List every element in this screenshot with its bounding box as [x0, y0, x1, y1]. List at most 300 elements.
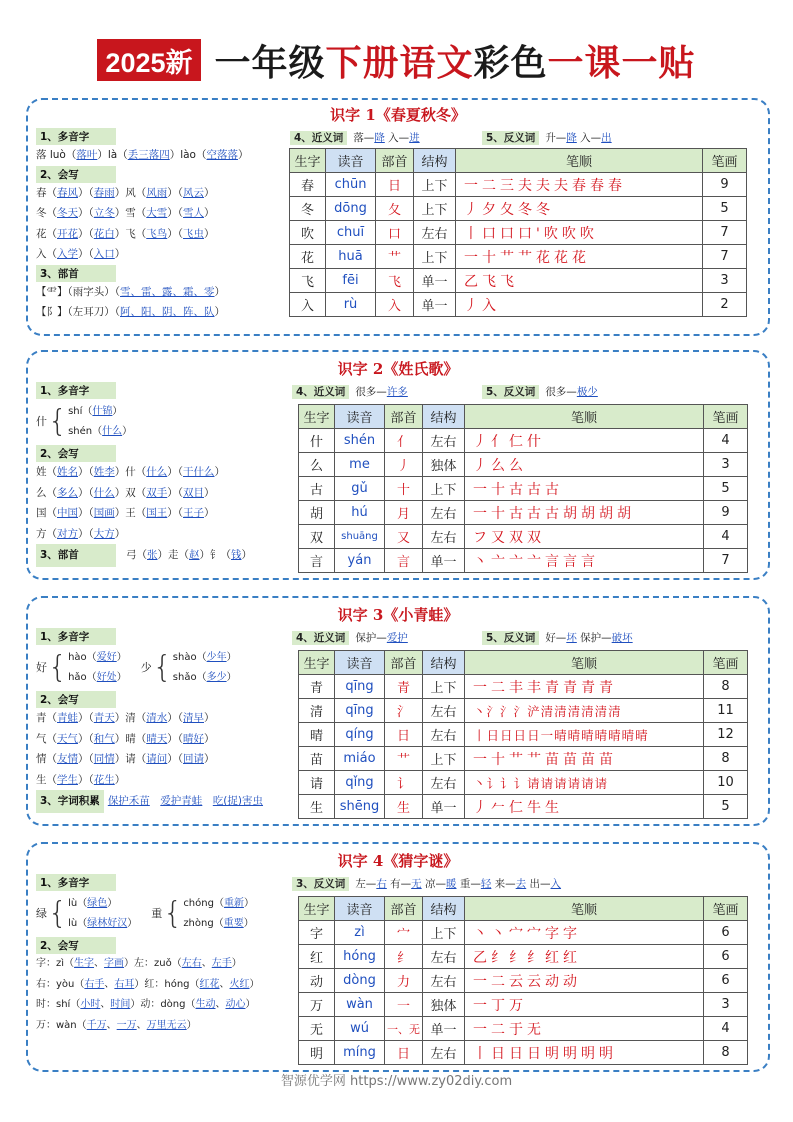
stroke-step: 一: [473, 505, 491, 522]
stroke-step: 青: [563, 679, 581, 696]
char-cell: 入: [290, 293, 326, 317]
stroke-step: 一: [473, 679, 491, 696]
stroke-step: 飞: [500, 273, 518, 290]
pinyin-cell: qǐng: [335, 771, 385, 795]
underlined-word: 时间: [110, 999, 131, 1010]
underlined-word: 姓李: [93, 466, 115, 478]
stroke-step: 一: [473, 481, 491, 498]
accumulation-label: 3、字词积累: [36, 790, 104, 813]
stroke-step: 丰: [527, 679, 545, 696]
write-label: 2、会写: [36, 445, 116, 462]
accumulation-row: [36, 790, 298, 813]
stroke-step: 胡: [599, 505, 617, 522]
text-line: [36, 282, 298, 303]
radical-cell: 讠: [385, 771, 423, 795]
lesson-3-title: 识字 3《小青蛙》: [337, 606, 459, 624]
text-segment: ）là（: [97, 149, 128, 161]
char-cell: 么: [299, 453, 335, 477]
radical-cell: 日: [385, 1041, 423, 1065]
text-segment: ）（: [167, 466, 183, 478]
text-segment: 、: [106, 1019, 117, 1031]
char-cell: 春: [290, 173, 326, 197]
radical-cell: 一: [385, 993, 423, 1017]
stroke-step: 日: [491, 1045, 509, 1062]
polyphone-label: 1、多音字: [36, 382, 116, 399]
stroke-count-cell: 3: [704, 993, 748, 1017]
text-segment: shǎo（: [172, 672, 207, 683]
stroke-count-cell: 6: [704, 921, 748, 945]
column-header: 读音: [326, 149, 376, 173]
table-header-row: [299, 651, 748, 675]
pinyin-cell: shēng: [335, 795, 385, 819]
radical-cell: 一、无: [385, 1017, 423, 1041]
text-segment: ）（: [78, 773, 94, 786]
stroke-step: 入: [482, 297, 500, 314]
stroke-step: 一: [473, 751, 491, 768]
stroke-step: 请: [540, 775, 555, 791]
polyphone-group: [36, 399, 298, 445]
text-segment: ）左：zuǒ（: [124, 958, 182, 969]
stroke-count-cell: 5: [704, 795, 748, 819]
text-segment: ）: [116, 672, 127, 683]
stroke-order-cell: [456, 197, 703, 221]
underlined-word: 出: [601, 132, 612, 144]
stroke-step: 丰: [509, 679, 527, 696]
text-segment: ）（: [167, 227, 183, 240]
lesson-3-table: [298, 650, 748, 819]
brace-icon: {: [152, 650, 172, 685]
text-segment: ）: [214, 306, 225, 318]
text-segment: 左—: [355, 878, 377, 890]
structure-cell: 单一: [423, 549, 465, 573]
column-header: 读音: [335, 405, 385, 429]
underlined-word: 多少: [206, 672, 227, 683]
column-header: 生字: [299, 651, 335, 675]
underlined-word: 青天: [93, 712, 115, 724]
stroke-step: 云: [509, 973, 527, 990]
underlined-word: 干什么: [183, 466, 215, 478]
table-row: [299, 675, 748, 699]
table-header-row: [299, 897, 748, 921]
stroke-step: 清: [554, 703, 568, 719]
stroke-step: 丶: [473, 553, 491, 570]
year-badge: 2025新: [97, 39, 200, 81]
text-segment: 青（: [36, 712, 57, 724]
structure-cell: 左右: [423, 429, 465, 453]
underlined-word: 花白: [93, 227, 115, 240]
text-segment: 落—: [353, 132, 375, 144]
stroke-order-cell: [465, 525, 704, 549]
text-segment: ）: [186, 1019, 197, 1031]
text-segment: ）: [204, 186, 215, 199]
lesson-1-left: [36, 128, 298, 323]
text-segment: ）什（: [114, 466, 147, 478]
stroke-step: 万: [509, 997, 527, 1014]
underlined-word: 入口: [93, 248, 115, 260]
column-header: 部首: [376, 149, 414, 173]
lesson-4-card: [26, 842, 770, 1072]
underlined-word: 落叶: [76, 149, 98, 161]
text-segment: ）（: [167, 186, 183, 199]
underlined-word: 少年: [206, 652, 227, 663]
write-lines: [36, 708, 298, 790]
stroke-count-cell: 4: [704, 525, 748, 549]
text-segment: 【⻗】（雨字头）（: [36, 285, 120, 298]
text-segment: ）: [243, 898, 254, 909]
text-line: [36, 244, 298, 265]
text-segment: ）动：dòng（: [130, 999, 196, 1010]
text-segment: 保护—: [355, 632, 387, 644]
stroke-step: 丨: [473, 727, 487, 743]
text-line: [36, 770, 298, 791]
stroke-step: 青: [599, 679, 617, 696]
radical-cell: 纟: [385, 945, 423, 969]
radical-row: [36, 544, 298, 567]
accumulation-item: 保护禾苗: [107, 795, 150, 807]
text-segment: 、: [136, 1019, 147, 1031]
text-segment: 花（: [36, 227, 57, 240]
text-segment: ）双（: [114, 486, 147, 499]
underlined-word: 开花: [57, 227, 78, 240]
table-row: [299, 699, 748, 723]
antonym-label: 5、反义词: [482, 131, 539, 145]
text-segment: 生（: [36, 773, 57, 786]
text-line: [36, 302, 298, 323]
underlined-word: 左手: [211, 958, 232, 969]
stroke-step: 纟: [491, 949, 509, 966]
stroke-step: 晴: [635, 727, 649, 743]
brace-icon: {: [163, 896, 183, 931]
stroke-step: 胡: [617, 505, 635, 522]
column-header: 笔顺: [465, 651, 704, 675]
stroke-step: 晴: [567, 727, 582, 743]
stroke-order-cell: [465, 747, 704, 771]
underlined-word: 重新: [223, 898, 244, 909]
structure-cell: 上下: [423, 747, 465, 771]
text-segment: ）（: [167, 507, 183, 519]
text-segment: ）: [204, 227, 215, 240]
structure-cell: 单一: [414, 293, 456, 317]
underlined-word: 春风: [57, 186, 78, 199]
stroke-step: 花: [554, 249, 572, 266]
text-segment: 方（: [36, 527, 57, 540]
underlined-word: 请问: [146, 753, 168, 765]
radical-cell: 日: [376, 173, 414, 197]
underlined-word: 入学: [57, 248, 78, 260]
stroke-step: 请: [554, 775, 568, 791]
stroke-step: 字: [563, 925, 581, 942]
pinyin-cell: míng: [335, 1041, 385, 1065]
underlined-word: 姓名: [57, 466, 78, 478]
synonym-label: 4、近义词: [292, 631, 349, 645]
antonym-text: [355, 878, 561, 890]
polyphone-line: [36, 145, 298, 166]
column-header: 笔画: [704, 897, 748, 921]
text-segment: ）: [214, 466, 225, 478]
stroke-step: 古: [527, 481, 545, 498]
text-segment: 很多—: [545, 386, 577, 398]
char-cell: 双: [299, 525, 335, 549]
stroke-step: 纟: [527, 949, 545, 966]
stroke-step: 氵: [513, 703, 528, 719]
underlined-word: 春雨: [93, 186, 115, 199]
structure-cell: 左右: [423, 1041, 465, 1065]
underlined-word: 许多: [386, 386, 408, 398]
text-segment: 保护—: [576, 632, 612, 644]
text-line: [173, 648, 237, 668]
stroke-step: 𠂉: [491, 799, 509, 816]
stroke-step: 丨: [464, 225, 482, 242]
synonym-row: [290, 130, 420, 145]
column-header: 笔画: [704, 405, 748, 429]
structure-cell: 上下: [414, 245, 456, 269]
underlined-word: 清水: [146, 712, 168, 724]
text-segment: ）清（: [114, 712, 147, 724]
underlined-word: 花生: [93, 773, 115, 786]
table-row: [299, 429, 748, 453]
text-segment: ）: [122, 426, 133, 437]
stroke-step: 仁: [509, 433, 527, 450]
text-line: [36, 524, 298, 545]
pinyin-cell: chuī: [326, 221, 376, 245]
brace-icon: {: [48, 404, 68, 439]
stroke-step: 明: [581, 1045, 599, 1062]
text-segment: ）走（: [157, 549, 189, 561]
stroke-step: 胡: [563, 505, 581, 522]
char-cell: 花: [290, 245, 326, 269]
accumulation-item: 吃(捉)害虫: [212, 795, 264, 807]
text-line: [36, 749, 298, 770]
pinyin-cell: yán: [335, 549, 385, 573]
text-segment: ）（: [78, 507, 94, 519]
pinyin-cell: huā: [326, 245, 376, 269]
underlined-word: 风雨: [146, 186, 168, 199]
underlined-word: 绿林好汉: [87, 918, 128, 929]
text-segment: ）: [127, 918, 138, 929]
text-segment: ）（: [78, 186, 94, 199]
stroke-step: 丁: [491, 997, 509, 1014]
pinyin-cell: zì: [335, 921, 385, 945]
underlined-word: 飞鸟: [146, 227, 168, 240]
text-segment: ）（: [78, 753, 94, 765]
stroke-step: 夂: [500, 201, 518, 218]
stroke-order-cell: [465, 1017, 704, 1041]
text-segment: ）: [241, 549, 252, 561]
text-segment: hǎo（: [68, 672, 97, 683]
text-segment: ）: [231, 958, 242, 969]
table-row: [299, 771, 748, 795]
lesson-2-title: 识字 2《姓氏歌》: [337, 360, 459, 378]
stroke-step: 丨: [473, 1045, 491, 1062]
synonym-row: [292, 630, 408, 645]
stroke-step: 古: [509, 481, 527, 498]
stroke-step: 苗: [563, 751, 581, 768]
stroke-step: 青: [545, 679, 563, 696]
stroke-step: 氵: [486, 703, 501, 719]
stroke-step: 什: [527, 433, 545, 450]
text-segment: ）: [249, 978, 260, 990]
underlined-word: 爱护: [386, 632, 408, 644]
stroke-step: 清: [594, 703, 609, 719]
text-segment: 、: [100, 999, 111, 1010]
stroke-step: 生: [545, 799, 563, 816]
pinyin-cell: rù: [326, 293, 376, 317]
underlined-word: 多么: [57, 486, 78, 499]
stroke-step: 吹: [543, 225, 562, 242]
char-cell: 无: [299, 1017, 335, 1041]
radical-label: 3、部首: [36, 544, 116, 567]
structure-cell: 单一: [423, 795, 465, 819]
stroke-step: 艹: [509, 751, 527, 768]
stroke-step: 艹: [500, 249, 518, 266]
underlined-word: 极少: [576, 386, 598, 398]
stroke-step: 么: [491, 457, 509, 474]
text-segment: hào（: [68, 652, 97, 663]
stroke-order-cell: [456, 245, 703, 269]
text-line: [173, 668, 237, 688]
text-segment: ）: [204, 753, 215, 765]
stroke-step: 请: [581, 775, 595, 791]
char-cell: 飞: [290, 269, 326, 293]
underlined-word: 清早: [183, 712, 204, 724]
underlined-word: 爱好: [96, 652, 117, 663]
antonym-text: [545, 132, 611, 144]
stroke-order-cell: [456, 293, 703, 317]
stroke-count-cell: 7: [704, 549, 748, 573]
pinyin-cell: shén: [335, 429, 385, 453]
text-segment: ）: [114, 527, 126, 540]
text-line: [36, 995, 298, 1016]
stroke-order-cell: [465, 771, 704, 795]
stroke-count-cell: 8: [704, 747, 748, 771]
radical-cell: 氵: [385, 699, 423, 723]
table-row: [290, 221, 747, 245]
text-segment: ）: [114, 248, 126, 260]
structure-cell: 左右: [423, 501, 465, 525]
underlined-word: 天气: [57, 732, 78, 745]
table-header-row: [290, 149, 747, 173]
polyphone-char-a: 好: [36, 661, 47, 674]
synonym-text: [353, 132, 419, 144]
text-segment: 、: [104, 978, 115, 990]
structure-cell: 左右: [414, 221, 456, 245]
stroke-step: 亠: [509, 553, 527, 570]
text-segment: shí（: [68, 406, 93, 417]
synonym-label: 4、近义词: [292, 385, 349, 399]
write-lines: [36, 462, 298, 544]
text-segment: 有—: [386, 878, 412, 890]
stroke-step: 丶: [473, 703, 487, 719]
stroke-step: 日: [509, 1045, 527, 1062]
stroke-order-cell: [465, 993, 704, 1017]
structure-cell: 单一: [423, 1017, 465, 1041]
stroke-count-cell: 9: [704, 501, 748, 525]
text-segment: 字：zì（: [36, 958, 75, 969]
stroke-step: 动: [545, 973, 563, 990]
text-segment: 万：wàn（: [36, 1019, 87, 1031]
underlined-word: 双目: [183, 486, 204, 499]
stroke-step: 苗: [581, 751, 599, 768]
structure-cell: 独体: [423, 993, 465, 1017]
page-header: [0, 34, 793, 86]
text-segment: ）: [226, 672, 237, 683]
pinyin-cell: dōng: [326, 197, 376, 221]
underlined-word: 立冬: [93, 207, 115, 219]
lesson-1-card: [26, 98, 770, 336]
radical-cell: 飞: [376, 269, 414, 293]
underlined-word: 晴天: [146, 732, 168, 745]
accumulation-item: 爱护青蛙: [160, 795, 203, 807]
table-row: [299, 945, 748, 969]
underlined-word: 重要: [223, 918, 244, 929]
column-header: 结构: [423, 651, 465, 675]
antonym-label: 5、反义词: [482, 631, 539, 645]
stroke-step: 苗: [545, 751, 563, 768]
radical-cell: 又: [385, 525, 423, 549]
underlined-word: 暖: [446, 878, 457, 890]
polyphone-char: 什: [36, 415, 47, 428]
underlined-word: 对方: [57, 527, 78, 540]
stroke-step: 二: [491, 679, 509, 696]
stroke-count-cell: 5: [704, 477, 748, 501]
structure-cell: 左右: [423, 723, 465, 747]
text-line: [36, 183, 298, 204]
text-segment: ）（: [167, 486, 183, 499]
stroke-count-cell: 12: [704, 723, 748, 747]
pinyin-cell: shuāng: [335, 525, 385, 549]
structure-cell: 独体: [423, 453, 465, 477]
table-row: [299, 1017, 748, 1041]
char-cell: 动: [299, 969, 335, 993]
underlined-word: 赵: [189, 549, 200, 561]
stroke-step: 纟: [509, 949, 527, 966]
stroke-step: 亠: [491, 553, 509, 570]
stroke-step: 夫: [554, 177, 572, 194]
table-row: [299, 969, 748, 993]
stroke-order-cell: [465, 501, 704, 525]
underlined-word: 右手: [84, 978, 105, 990]
text-segment: 右：yòu（: [36, 978, 85, 990]
radical-cell: 口: [376, 221, 414, 245]
stroke-count-cell: 7: [703, 245, 747, 269]
stroke-step: 丿: [473, 457, 491, 474]
antonym-text: [545, 632, 632, 644]
underlined-word: 中国: [57, 507, 78, 519]
char-cell: 苗: [299, 747, 335, 771]
text-segment: ）: [245, 999, 256, 1010]
footer-watermark: 智源优学网 https://www.zy02diy.com: [280, 1074, 513, 1089]
text-line: [36, 708, 298, 729]
text-segment: 来—: [491, 878, 516, 890]
structure-cell: 上下: [414, 197, 456, 221]
underlined-word: 无: [411, 878, 422, 890]
lesson-3-card: [26, 596, 770, 826]
stroke-count-cell: 4: [704, 1017, 748, 1041]
stroke-count-cell: 9: [703, 173, 747, 197]
char-cell: 言: [299, 549, 335, 573]
stroke-count-cell: 4: [704, 429, 748, 453]
polyphone-char-b: 少: [140, 661, 152, 674]
stroke-step: 日: [486, 727, 501, 743]
column-header: 笔画: [704, 651, 748, 675]
column-header: 笔顺: [465, 897, 704, 921]
brace-icon: {: [48, 896, 68, 931]
stroke-step: 一: [473, 1021, 491, 1038]
polyphone-label: 1、多音字: [36, 874, 116, 891]
text-line: [36, 462, 298, 483]
stroke-step: 日: [513, 727, 528, 743]
stroke-step: 春: [608, 177, 626, 194]
